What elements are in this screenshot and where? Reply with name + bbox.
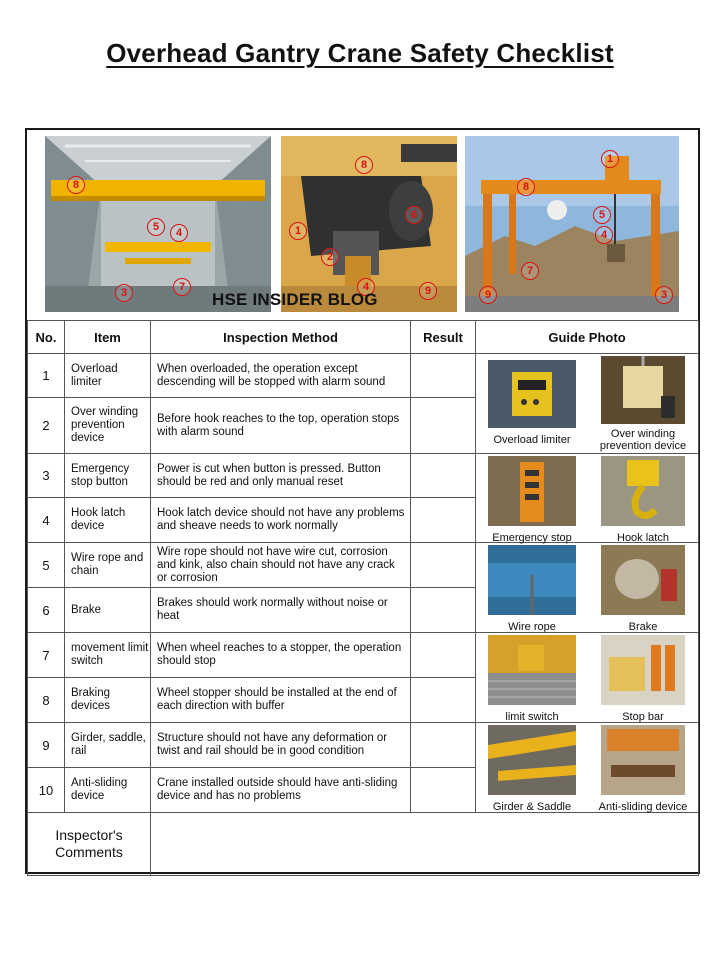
- result-cell[interactable]: [411, 454, 476, 498]
- caption-over-winding-device: Over winding prevention device: [599, 428, 687, 452]
- callout-marker: 5: [593, 206, 611, 224]
- caption-overload-limiter: Overload limiter: [493, 434, 571, 446]
- callout-marker: 6: [405, 206, 423, 224]
- caption-emergency-stop: Emergency stop: [492, 532, 572, 544]
- guide-photo-cell: [476, 633, 699, 723]
- row-number: 2: [28, 398, 65, 454]
- photo-limit-switch: [488, 635, 576, 705]
- caption-stop-bar: Stop bar: [622, 711, 664, 723]
- table-row: [28, 723, 699, 768]
- row-item: Anti-sliding device: [65, 768, 151, 813]
- callout-marker: 1: [289, 222, 307, 240]
- row-item: Overload limiter: [65, 354, 151, 398]
- row-item: Emergency stop button: [65, 454, 151, 498]
- guide-photo-cell: [476, 543, 699, 633]
- row-number: 9: [28, 723, 65, 768]
- photo-hook-latch: [601, 456, 685, 526]
- row-number: 3: [28, 454, 65, 498]
- callout-marker: 3: [115, 284, 133, 302]
- caption-hook-latch: Hook latch: [617, 532, 669, 544]
- callout-marker: 4: [357, 278, 375, 296]
- callout-marker: 4: [170, 224, 188, 242]
- result-cell[interactable]: [411, 398, 476, 454]
- row-item: Girder, saddle, rail: [65, 723, 151, 768]
- callout-marker: 3: [655, 286, 673, 304]
- caption-limit-switch: limit switch: [505, 711, 559, 723]
- row-item: Brake: [65, 588, 151, 633]
- table-row: [28, 543, 699, 588]
- col-header-no: No.: [28, 321, 65, 354]
- row-item: Over winding prevention device: [65, 398, 151, 454]
- callout-marker: 8: [67, 176, 85, 194]
- page-title: Overhead Gantry Crane Safety Checklist: [106, 38, 614, 68]
- caption-wire-rope: Wire rope: [508, 621, 556, 633]
- callout-marker: 7: [521, 262, 539, 280]
- callout-marker: 5: [147, 218, 165, 236]
- photo-emergency-stop: [488, 456, 576, 526]
- comments-row: [28, 813, 699, 876]
- row-method: Power is cut when button is pressed. Button should be red and only manual reset: [151, 454, 411, 498]
- col-header-guide: Guide Photo: [476, 321, 699, 354]
- row-number: 8: [28, 678, 65, 723]
- photo-anti-sliding-device: [601, 725, 685, 795]
- row-method: Hook latch device should not have any problems and sheave needs to work normally: [151, 498, 411, 543]
- caption-brake: Brake: [628, 621, 658, 633]
- result-cell[interactable]: [411, 723, 476, 768]
- row-item: Braking devices: [65, 678, 151, 723]
- table-row: [28, 354, 699, 398]
- guide-photo-cell: [476, 723, 699, 813]
- caption-anti-sliding-device: Anti-sliding device: [598, 801, 688, 813]
- crane-photo-strip: [27, 130, 698, 321]
- result-cell[interactable]: [411, 768, 476, 813]
- row-method: Before hook reaches to the top, operation stops with alarm sound: [151, 398, 411, 454]
- col-header-result: Result: [411, 321, 476, 354]
- photo-over-winding-device: [601, 356, 685, 424]
- guide-photo-cell: [476, 354, 699, 454]
- callout-marker: 8: [517, 178, 535, 196]
- row-method: Structure should not have any deformation or twist and rail should be in good condition: [151, 723, 411, 768]
- photo-brake: [601, 545, 685, 615]
- result-cell[interactable]: [411, 633, 476, 678]
- result-cell[interactable]: [411, 543, 476, 588]
- row-item: Hook latch device: [65, 498, 151, 543]
- table-header-row: [28, 321, 699, 354]
- result-cell[interactable]: [411, 678, 476, 723]
- photo-overload-limiter: [488, 360, 576, 428]
- row-method: Crane installed outside should have anti-sliding device and has no problems: [151, 768, 411, 813]
- row-number: 5: [28, 543, 65, 588]
- photo-stop-bar: [601, 635, 685, 705]
- col-header-method: Inspection Method: [151, 321, 411, 354]
- callout-marker: 8: [355, 156, 373, 174]
- row-method: When overloaded, the operation except descending will be stopped with alarm sound: [151, 354, 411, 398]
- checklist-sheet: [25, 128, 700, 874]
- table-row: [28, 454, 699, 498]
- watermark-text: HSE INSIDER BLOG: [212, 290, 378, 309]
- caption-girder-saddle: Girder & Saddle: [492, 801, 572, 813]
- row-item: Wire rope and chain: [65, 543, 151, 588]
- result-cell[interactable]: [411, 588, 476, 633]
- photo-girder-saddle: [488, 725, 576, 795]
- row-number: 4: [28, 498, 65, 543]
- comments-field[interactable]: [151, 813, 699, 876]
- row-method: Wheel stopper should be installed at the end of each direction with buffer: [151, 678, 411, 723]
- callout-marker: 7: [173, 278, 191, 296]
- row-number: 7: [28, 633, 65, 678]
- photo-gantry-crane-outdoor: [465, 136, 679, 312]
- row-number: 10: [28, 768, 65, 813]
- checklist-table: [27, 320, 699, 876]
- callout-marker: 9: [419, 282, 437, 300]
- result-cell[interactable]: [411, 354, 476, 398]
- row-item: movement limit switch: [65, 633, 151, 678]
- table-row: [28, 633, 699, 678]
- comments-label: Inspector's Comments: [28, 813, 151, 876]
- callout-marker: 4: [595, 226, 613, 244]
- result-cell[interactable]: [411, 498, 476, 543]
- guide-photo-cell: [476, 454, 699, 543]
- row-method: Wire rope should not have wire cut, corrosion and kink, also chain should not have any crack or corrosion: [151, 543, 411, 588]
- row-number: 6: [28, 588, 65, 633]
- row-number: 1: [28, 354, 65, 398]
- row-method: Brakes should work normally without noise or heat: [151, 588, 411, 633]
- callout-marker: 1: [601, 150, 619, 168]
- col-header-item: Item: [65, 321, 151, 354]
- row-method: When wheel reaches to a stopper, the operation should stop: [151, 633, 411, 678]
- photo-wire-rope: [488, 545, 576, 615]
- callout-marker: 2: [321, 248, 339, 266]
- callout-marker: 9: [479, 286, 497, 304]
